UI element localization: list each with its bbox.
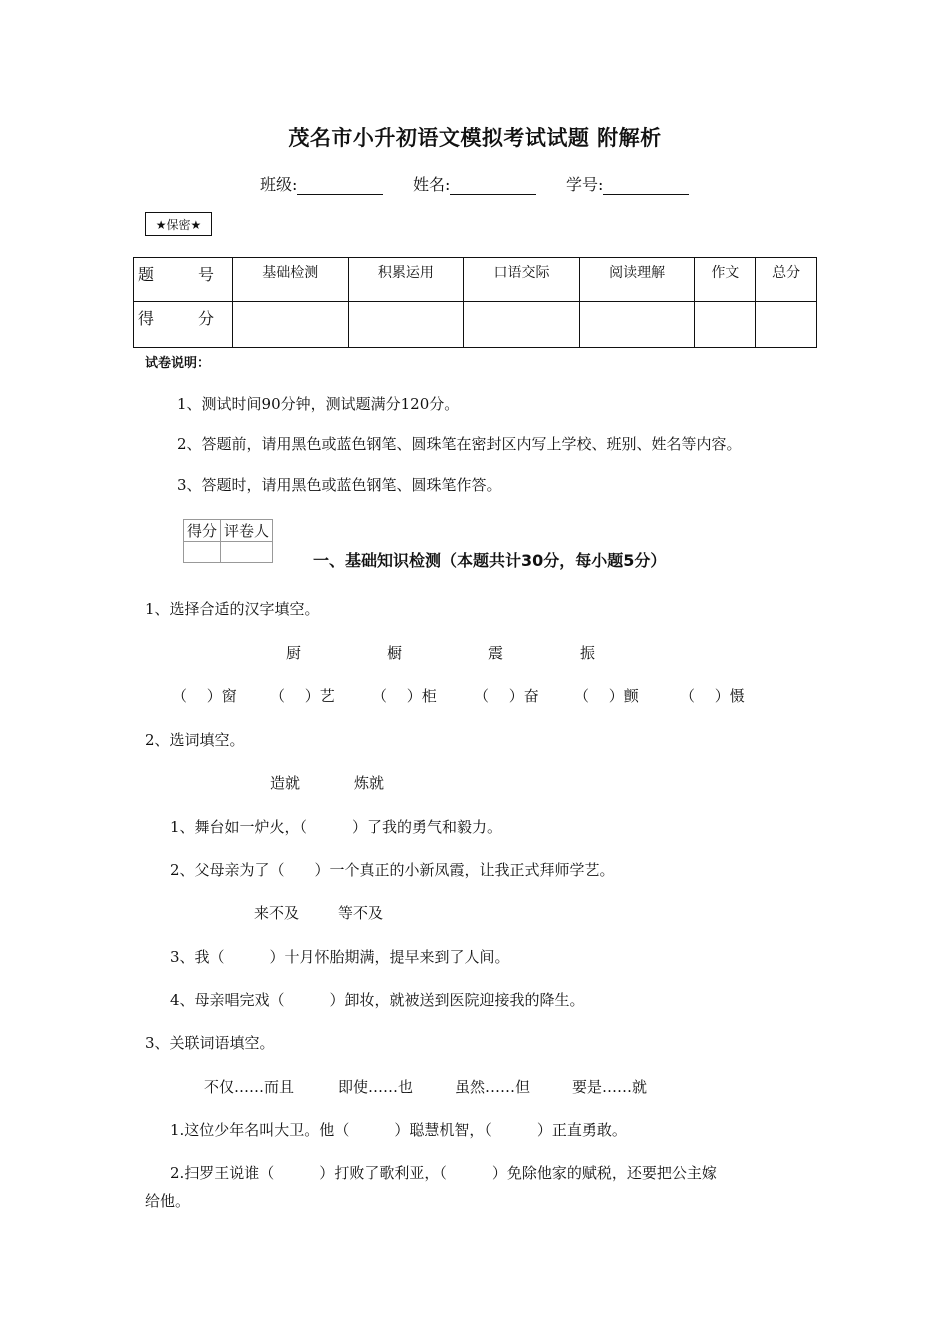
fill-blank-item[interactable]: （ ）颤: [574, 687, 639, 705]
header-basics: 基础检测: [233, 258, 349, 302]
word-option: 不仅……而且: [204, 1078, 295, 1096]
sentence: 1.这位少年名叫大卫。他（ ）聪慧机智，（ ）正直勇敢。: [170, 1121, 627, 1139]
grader-name-label: 评卷人: [221, 520, 273, 542]
header-total: 总分: [756, 258, 817, 302]
header-question-number: 题 号: [134, 258, 233, 302]
grader-score-cell[interactable]: [184, 542, 221, 563]
grader-box: [183, 519, 273, 563]
header-oral: 口语交际: [464, 258, 580, 302]
instruction-item: 2、答题前，请用黑色或蓝色钢笔、圆珠笔在密封区内写上学校、班别、姓名等内容。: [177, 435, 742, 453]
sentence: 1、舞台如一炉火，（ ）了我的勇气和毅力。: [170, 818, 503, 836]
question-3-prompt: 3、关联词语填空。: [145, 1034, 275, 1052]
score-cell[interactable]: [756, 302, 817, 348]
choice-char: 厨: [286, 644, 302, 662]
word-option: 即使……也: [338, 1078, 414, 1096]
blank-suffix: 柜: [421, 687, 437, 705]
question-2-prompt: 2、选词填空。: [145, 731, 245, 749]
name-field[interactable]: [413, 172, 536, 195]
class-blank[interactable]: [297, 178, 383, 195]
grader-name-cell[interactable]: [221, 542, 273, 563]
score-table-header-row: [134, 258, 817, 302]
word-option: 来不及: [254, 904, 300, 922]
class-label: 班级:: [260, 175, 298, 194]
instruction-item: 3、答题时，请用黑色或蓝色钢笔、圆珠笔作答。: [177, 476, 502, 494]
fill-blank-item[interactable]: （ ）柜: [372, 687, 437, 705]
grader-score-label: 得分: [184, 520, 221, 542]
score-cell[interactable]: [695, 302, 756, 348]
fill-blank-item[interactable]: （ ）窗: [172, 687, 237, 705]
word-option: 炼就: [354, 774, 385, 792]
sentence: 2、父母亲为了（ ）一个真正的小新凤霞，让我正式拜师学艺。: [170, 861, 615, 879]
name-label: 姓名:: [413, 175, 451, 194]
score-row-label: 得 分: [134, 302, 233, 348]
word-option: 要是……就: [572, 1078, 648, 1096]
section-title: 一、基础知识检测（本题共计30分，每小题5分）: [313, 551, 667, 570]
sentence: 2.扫罗王说谁（ ）打败了歌利亚，（ ）免除他家的赋税，还要把公主嫁: [170, 1164, 717, 1182]
class-field[interactable]: [260, 172, 383, 195]
fill-blank-item[interactable]: （ ）慑: [680, 687, 745, 705]
header-accumulation: 积累运用: [348, 258, 464, 302]
word-option: 造就: [270, 774, 301, 792]
header-reading: 阅读理解: [579, 258, 695, 302]
blank-suffix: 窗: [221, 687, 237, 705]
blank-suffix: 奋: [523, 687, 539, 705]
blank-suffix: 颤: [623, 687, 639, 705]
page-title: 茂名市小升初语文模拟考试试题 附解析: [288, 126, 662, 150]
score-cell[interactable]: [464, 302, 580, 348]
confidential-badge: ★保密★: [145, 212, 212, 236]
score-table-score-row: [134, 302, 817, 348]
word-option: 等不及: [338, 904, 384, 922]
fill-blank-item[interactable]: （ ）艺: [270, 687, 335, 705]
name-blank[interactable]: [450, 178, 536, 195]
score-table: [133, 257, 817, 348]
instructions-heading: 试卷说明：: [145, 356, 211, 371]
sentence: 4、母亲唱完戏（ ）卸妆，就被送到医院迎接我的降生。: [170, 991, 585, 1009]
score-cell[interactable]: [348, 302, 464, 348]
score-cell[interactable]: [233, 302, 349, 348]
choice-char: 橱: [387, 644, 403, 662]
choice-char: 震: [488, 644, 504, 662]
sentence: 3、我（ ）十月怀胎期满，提早来到了人间。: [170, 948, 510, 966]
student-id-blank[interactable]: [603, 178, 689, 195]
header-composition: 作文: [695, 258, 756, 302]
question-1-prompt: 1、选择合适的汉字填空。: [145, 600, 320, 618]
blank-suffix: 艺: [319, 687, 335, 705]
blank-suffix: 慑: [729, 687, 745, 705]
student-id-label: 学号:: [566, 175, 604, 194]
sentence-continuation: 给他。: [145, 1192, 191, 1210]
student-id-field[interactable]: [566, 172, 689, 195]
instruction-item: 1、测试时间90分钟，测试题满分120分。: [177, 395, 460, 413]
fill-blank-item[interactable]: （ ）奋: [474, 687, 539, 705]
choice-char: 振: [580, 644, 596, 662]
score-cell[interactable]: [579, 302, 695, 348]
word-option: 虽然……但: [455, 1078, 531, 1096]
